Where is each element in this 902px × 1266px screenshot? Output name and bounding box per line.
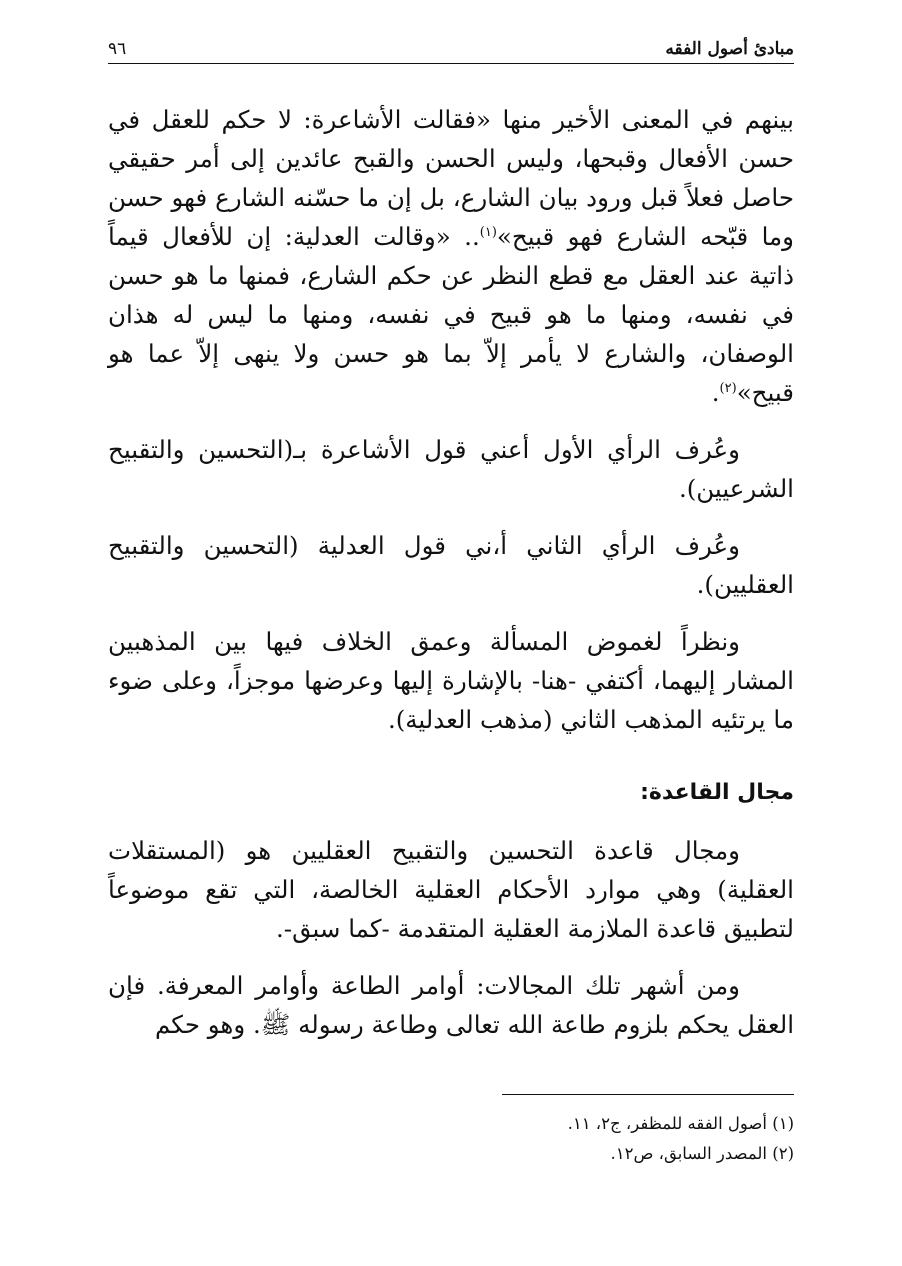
paragraph-5: ومجال قاعدة التحسين والتقبيح العقليين هو (المستقلات العقلية) وهي موارد الأحكام العقلية الخالصة، التي تقع موضوعاً لتطبيق قاعدة الملازمة العقلية المتقدمة -كما سبق-. xyxy=(108,836,794,943)
paragraph-2: وعُرف الرأي الأول أعني قول الأشاعرة بـ(التحسين والتقبيح الشرعيين). xyxy=(108,435,794,503)
footnote-2: (٢) المصدر السابق، ص١٢. xyxy=(610,1144,794,1163)
paragraph-3: وعُرف الرأي الثاني أ،ني قول العدلية (التحسين والتقبيح العقليين). xyxy=(108,531,794,599)
running-header xyxy=(108,30,794,64)
page-number: ٩٦ xyxy=(108,39,127,59)
footnote-divider xyxy=(502,1094,794,1095)
footnote-ref-1: (١) xyxy=(479,224,497,240)
page-body xyxy=(108,100,794,1044)
paragraph-1-part-a: بينهم في المعنى الأخير منها «فقالت الأشاعرة: لا حكم للعقل في حسن الأفعال وقبحها، وليس الحسن والقبح عائدين إلى أمر حقيقي حاصل فعلاً قبل ورود بيان الشارع، بل إن ما حسّنه الشارع فهو حسن وما قبّحه الشارع فهو قبيح» xyxy=(108,105,794,251)
paragraph-1-end: . xyxy=(711,378,720,407)
footnote-1: (١) أصول الفقه للمظفر، ج٢، ١١. xyxy=(567,1114,794,1133)
footnotes xyxy=(108,1094,794,1169)
footnote-ref-2: (٢) xyxy=(719,380,737,396)
paragraph-4: ونظراً لغموض المسألة وعمق الخلاف فيها بين المذهبين المشار إليهما، أكتفي -هنا- بالإشارة إليها وعرضها موجزاً، وعلى ضوء ما يرتئيه المذهب الثاني (مذهب العدلية). xyxy=(108,627,794,734)
paragraph-1 xyxy=(108,100,794,412)
book-page xyxy=(108,30,794,1163)
paragraph-1-part-b: .. «وقالت العدلية: إن للأفعال قيماً ذاتية عند العقل مع قطع النظر عن حكم الشارع، فمنها ما هو حسن في نفسه، ومنها ما هو قبيح في نفسه، ومنها ما ليس له هذان الوصفان، والشارع لا يأمر إلاّ بما هو حسن ولا ينهى إلاّ عما هو قبيح» xyxy=(108,222,794,407)
section-heading: مجال القاعدة: xyxy=(640,780,794,805)
running-title: مبادئ أصول الفقه xyxy=(665,39,794,59)
paragraph-6: ومن أشهر تلك المجالات: أوامر الطاعة وأوامر المعرفة. فإن العقل يحكم بلزوم طاعة الله تعالى وطاعة رسوله ﷺ. وهو حكم xyxy=(108,971,794,1039)
